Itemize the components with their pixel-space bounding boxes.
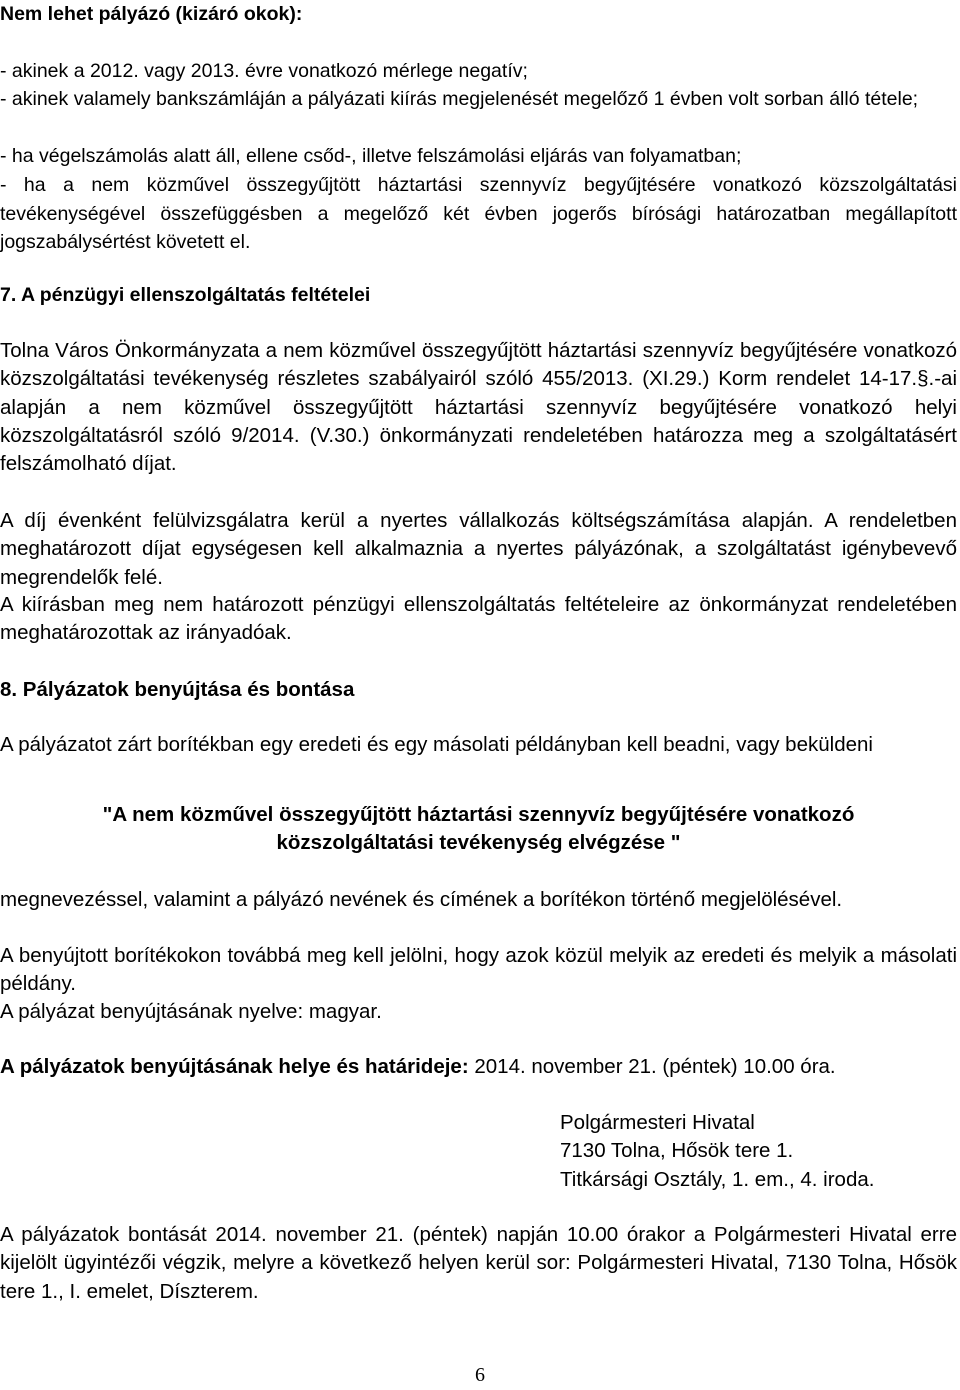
section7-paragraph: A kiírásban meg nem határozott pénzügyi ellenszolgáltatás feltételeire az önkormányzat rendeletében meghatározottak az irányadóak. (0, 593, 957, 645)
section7-paragraph: Tolna Város Önkormányzata a nem közművel összegyűjtött háztartási szennyvíz begyűjtésére vonatkozó közszolgáltatási tevékenység részletes szabályairól szóló 455/2013. (XI.29.) Korm rendelet 14-17.§.-ai alapján a nem közművel összegyűjtött háztartási szennyvíz begyűjtésére vonatkozó helyi közszolgáltatásról szóló 9/2014. (V.30.) önkormányzati rendeletében határozza meg a szolgáltatásért felszámolható díjat. (0, 339, 957, 476)
subject-quote-line: közszolgáltatási tevékenység elvégzése " (276, 831, 681, 855)
section8-heading: 8. Pályázatok benyújtása és bontása (0, 678, 355, 701)
deadline-value: 2014. november 21. (péntek) 10.00 óra. (468, 1055, 836, 1078)
deadline-label: A pályázatok benyújtásának helye és határideje: (0, 1055, 469, 1078)
deadline-paragraph (0, 1053, 957, 1081)
subject-quote (0, 801, 957, 858)
address-line: Polgármesteri Hivatal (560, 1111, 755, 1134)
submission-address (560, 1109, 960, 1194)
section8-paragraph: A pályázat benyújtásának nyelve: magyar. (0, 1000, 382, 1023)
section8-paragraph: A benyújtott borítékokon továbbá meg kell jelölni, hogy azok közül melyik az eredeti és melyik a másolati példány. (0, 944, 957, 996)
exclusion-item: - ha végelszámolás alatt áll, ellene csőd-, illetve felszámolási eljárás van folyamatban; (0, 145, 742, 167)
section8-intro: A pályázatot zárt borítékban egy eredeti és egy másolati példányban kell beadni, vagy beküldeni (0, 733, 873, 756)
section7-paragraph: A díj évenként felülvizsgálatra kerül a nyertes vállalkozás költségszámítása alapján. A rendeletben meghatározott díjat egységesen kell alkalmaznia a nyertes pályázónak, a szolgáltatást igénybevevő megrendelők felé. (0, 509, 957, 589)
section7-heading: 7. A pénzügyi ellenszolgáltatás feltételei (0, 284, 371, 306)
exclusion-item: - akinek a 2012. vagy 2013. évre vonatkozó mérlege negatív; (0, 60, 528, 82)
opening-paragraph: A pályázatok bontását 2014. november 21. (péntek) napján 10.00 órakor a Polgármesteri Hivatal erre kijelölt ügyintézői végzik, melyre a következő helyen kerül sor: Polgármesteri Hivatal, 7130 Tolna, Hősök tere 1., I. emelet, Díszterem. (0, 1223, 957, 1303)
address-line: Titkársági Osztály, 1. em., 4. iroda. (560, 1167, 875, 1191)
exclusion-item: - akinek valamely bankszámláján a pályázati kiírás megjelenését megelőző 1 évben volt sorban álló tétele; (0, 88, 919, 110)
address-line: 7130 Tolna, Hősök tere 1. (560, 1139, 794, 1163)
section8-paragraph: megnevezéssel, valamint a pályázó nevének és címének a borítékon történő megjelölésével. (0, 888, 843, 911)
exclusion-item: - ha a nem közművel összegyűjtött háztartási szennyvíz begyűjtésére vonatkozó közszolgáltatási tevékenységével összefüggésben a megelőző két évben jogerős bírósági határozatban megállapított jogszabálysértést követett el. (0, 174, 957, 253)
exclusion-heading: Nem lehet pályázó (kizáró okok): (0, 3, 303, 25)
page-number: 6 (475, 1364, 485, 1386)
subject-quote-line: "A nem közművel összegyűjtött háztartási szennyvíz begyűjtésére vonatkozó (102, 803, 855, 826)
